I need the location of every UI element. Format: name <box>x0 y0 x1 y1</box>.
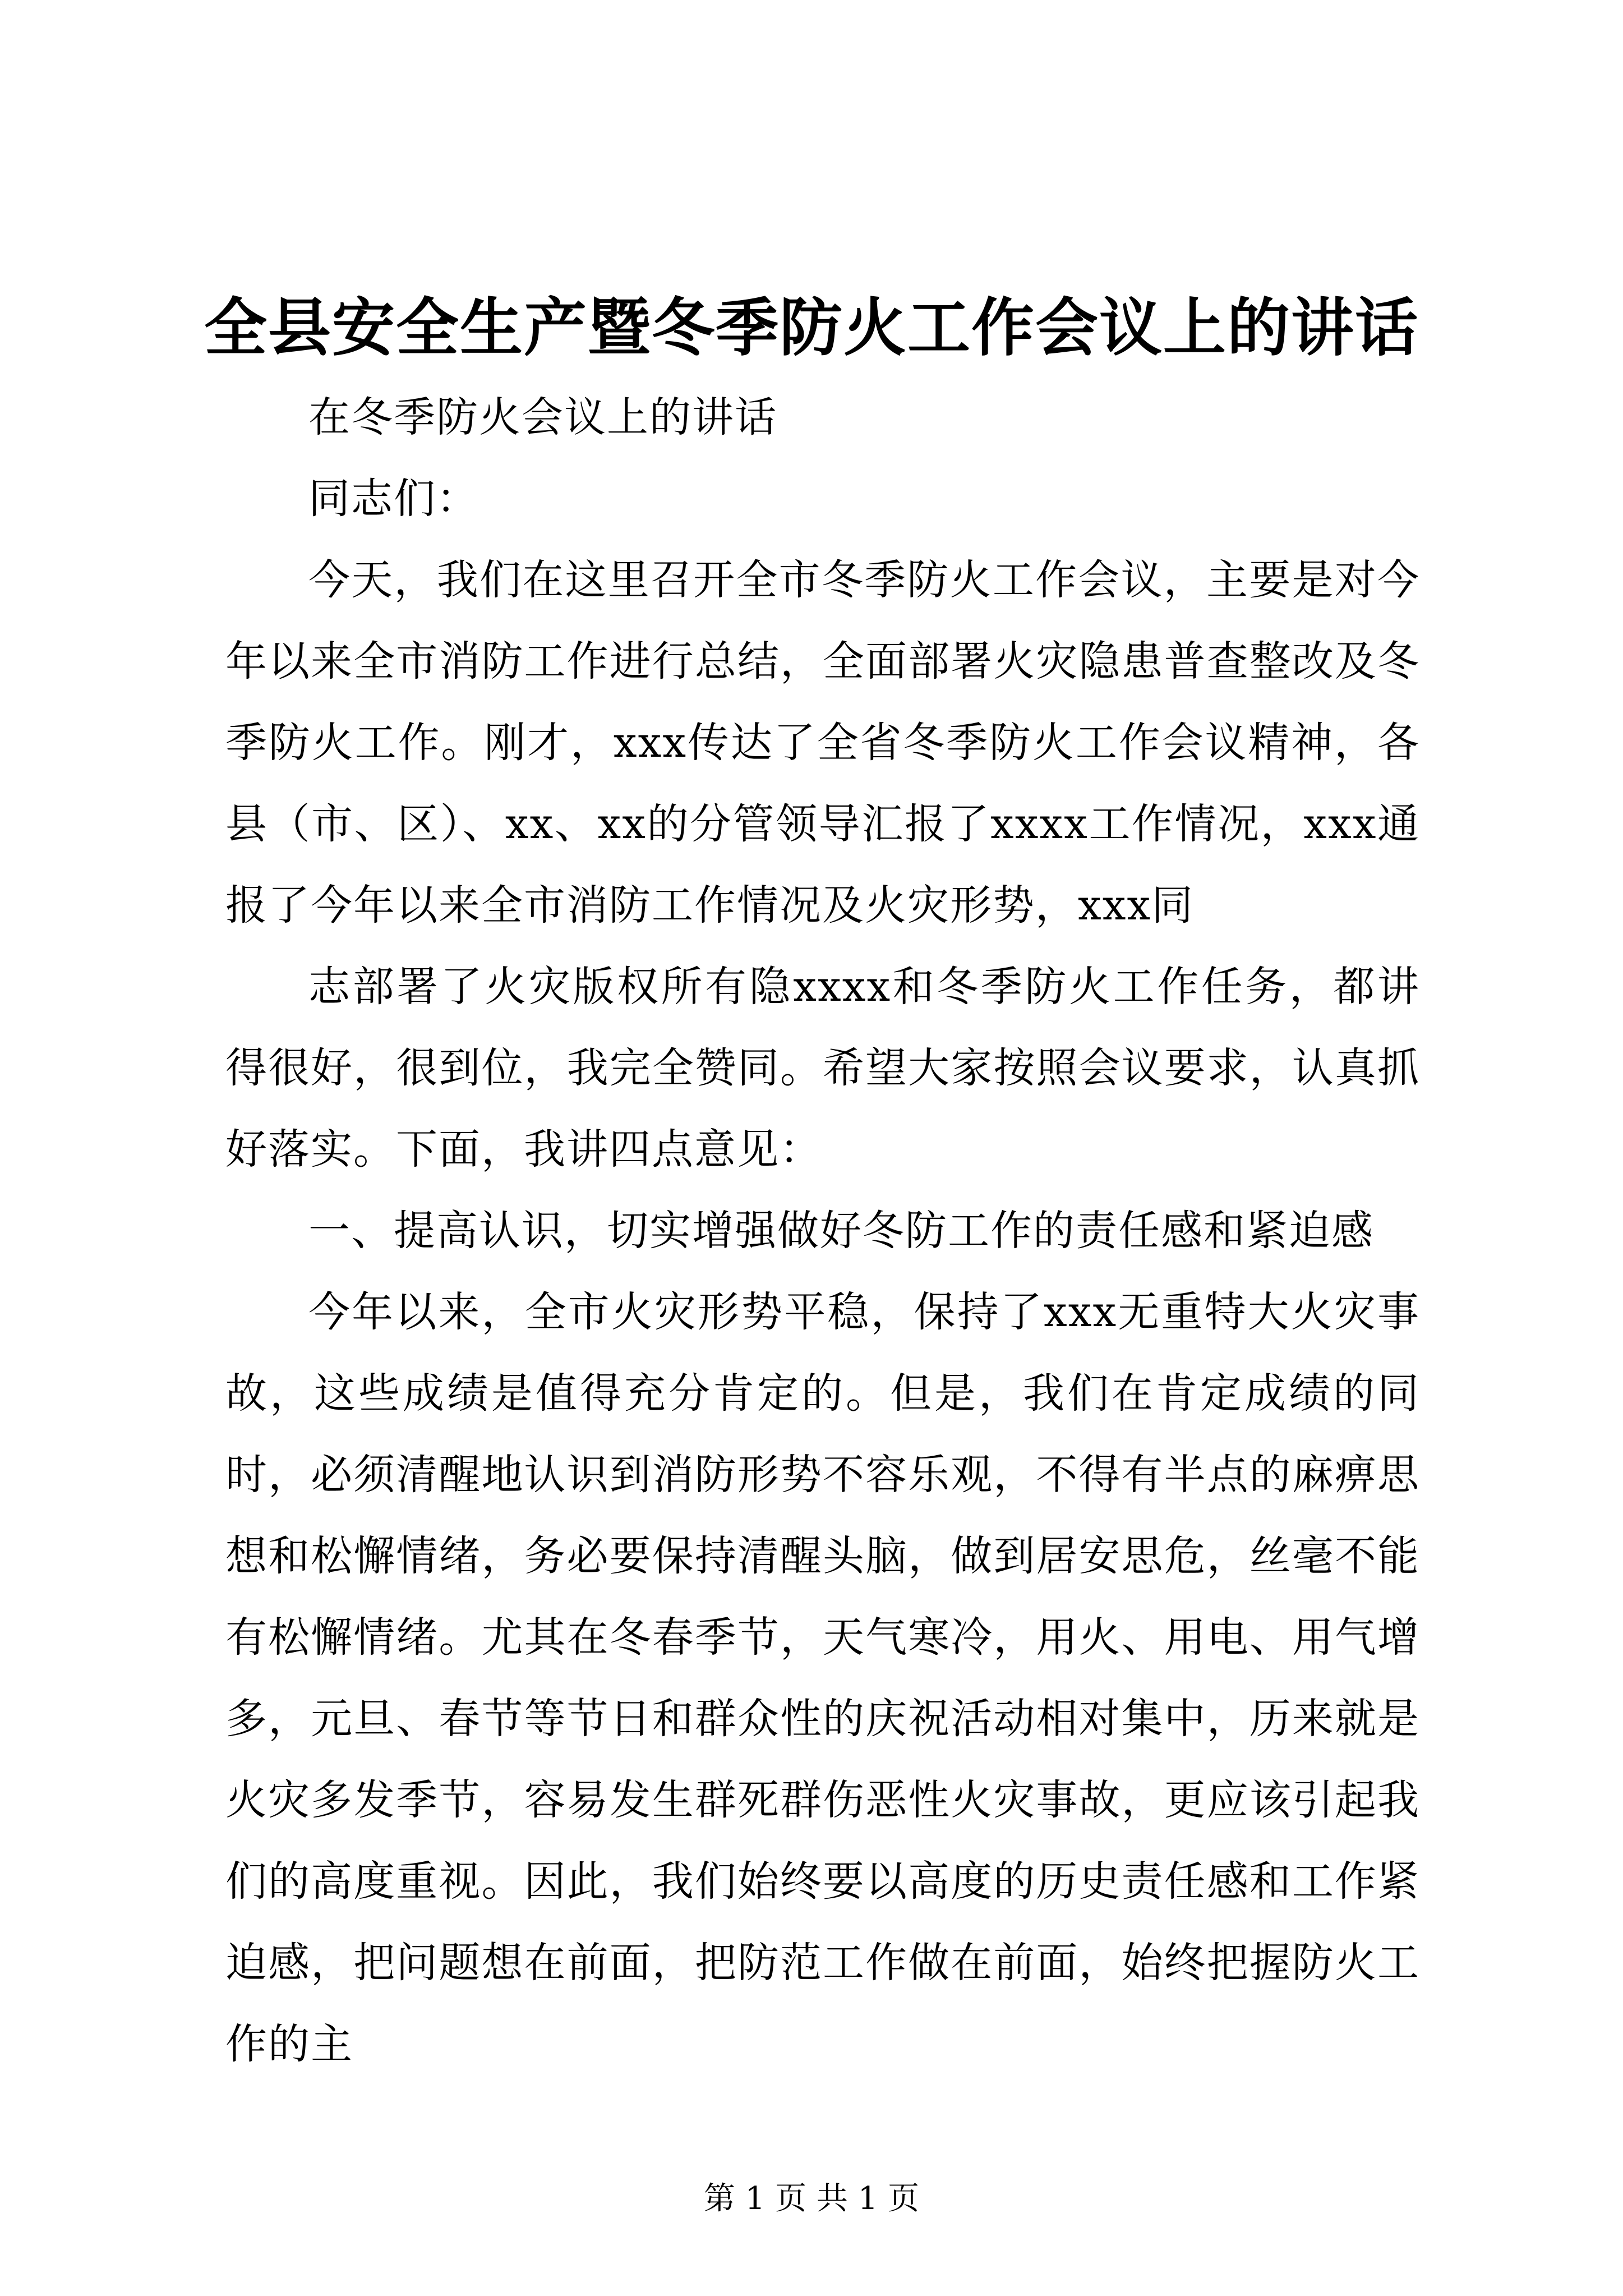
paragraph-salutation: 同志们： <box>308 475 479 523</box>
paragraph-continuation: 志部署了火灾版权所有隐xxxx和冬季防火工作任务，都讲得很好，很到位，我完全赞同。希望大家按照会议要求，认真抓好落实。下面，我讲四点意见： <box>225 963 1420 1174</box>
document-body <box>225 377 1420 2085</box>
page-footer: 第 1 页 共 1 页 <box>703 2180 920 2217</box>
paragraph-subtitle: 在冬季防火会议上的讲话 <box>308 393 777 441</box>
paragraph-intro: 今天，我们在这里召开全市冬季防火工作会议，主要是对今年以来全市消防工作进行总结，全面部署火灾隐患普查整改及冬季防火工作。刚才，xxx传达了全省冬季防火工作会议精神，各县（市、区）、xx、xx的分管领导汇报了xxxx工作情况，xxx通报了今年以来全市消防工作情况及火灾形势，xxx同 <box>225 556 1420 930</box>
section-heading-1: 一、提高认识，切实增强做好冬防工作的责任感和紧迫感 <box>308 1207 1374 1255</box>
document-title: 全县安全生产暨冬季防火工作会议上的讲话 <box>204 291 1419 365</box>
paragraph-body: 今年以来，全市火灾形势平稳，保持了xxx无重特大火灾事故，这些成绩是值得充分肯定的。但是，我们在肯定成绩的同时，必须清醒地认识到消防形势不容乐观，不得有半点的麻痹思想和松懈情绪，务必要保持清醒头脑，做到居安思危，丝毫不能有松懈情绪。尤其在冬春季节，天气寒冷，用火、用电、用气增多，元旦、春节等节日和群众性的庆祝活动相对集中，历来就是火灾多发季节，容易发生群死群伤恶性火灾事故，更应该引起我们的高度重视。因此，我们始终要以高度的历史责任感和工作紧迫感，把问题想在前面，把防范工作做在前面，始终把握防火工作的主 <box>225 1288 1420 2068</box>
